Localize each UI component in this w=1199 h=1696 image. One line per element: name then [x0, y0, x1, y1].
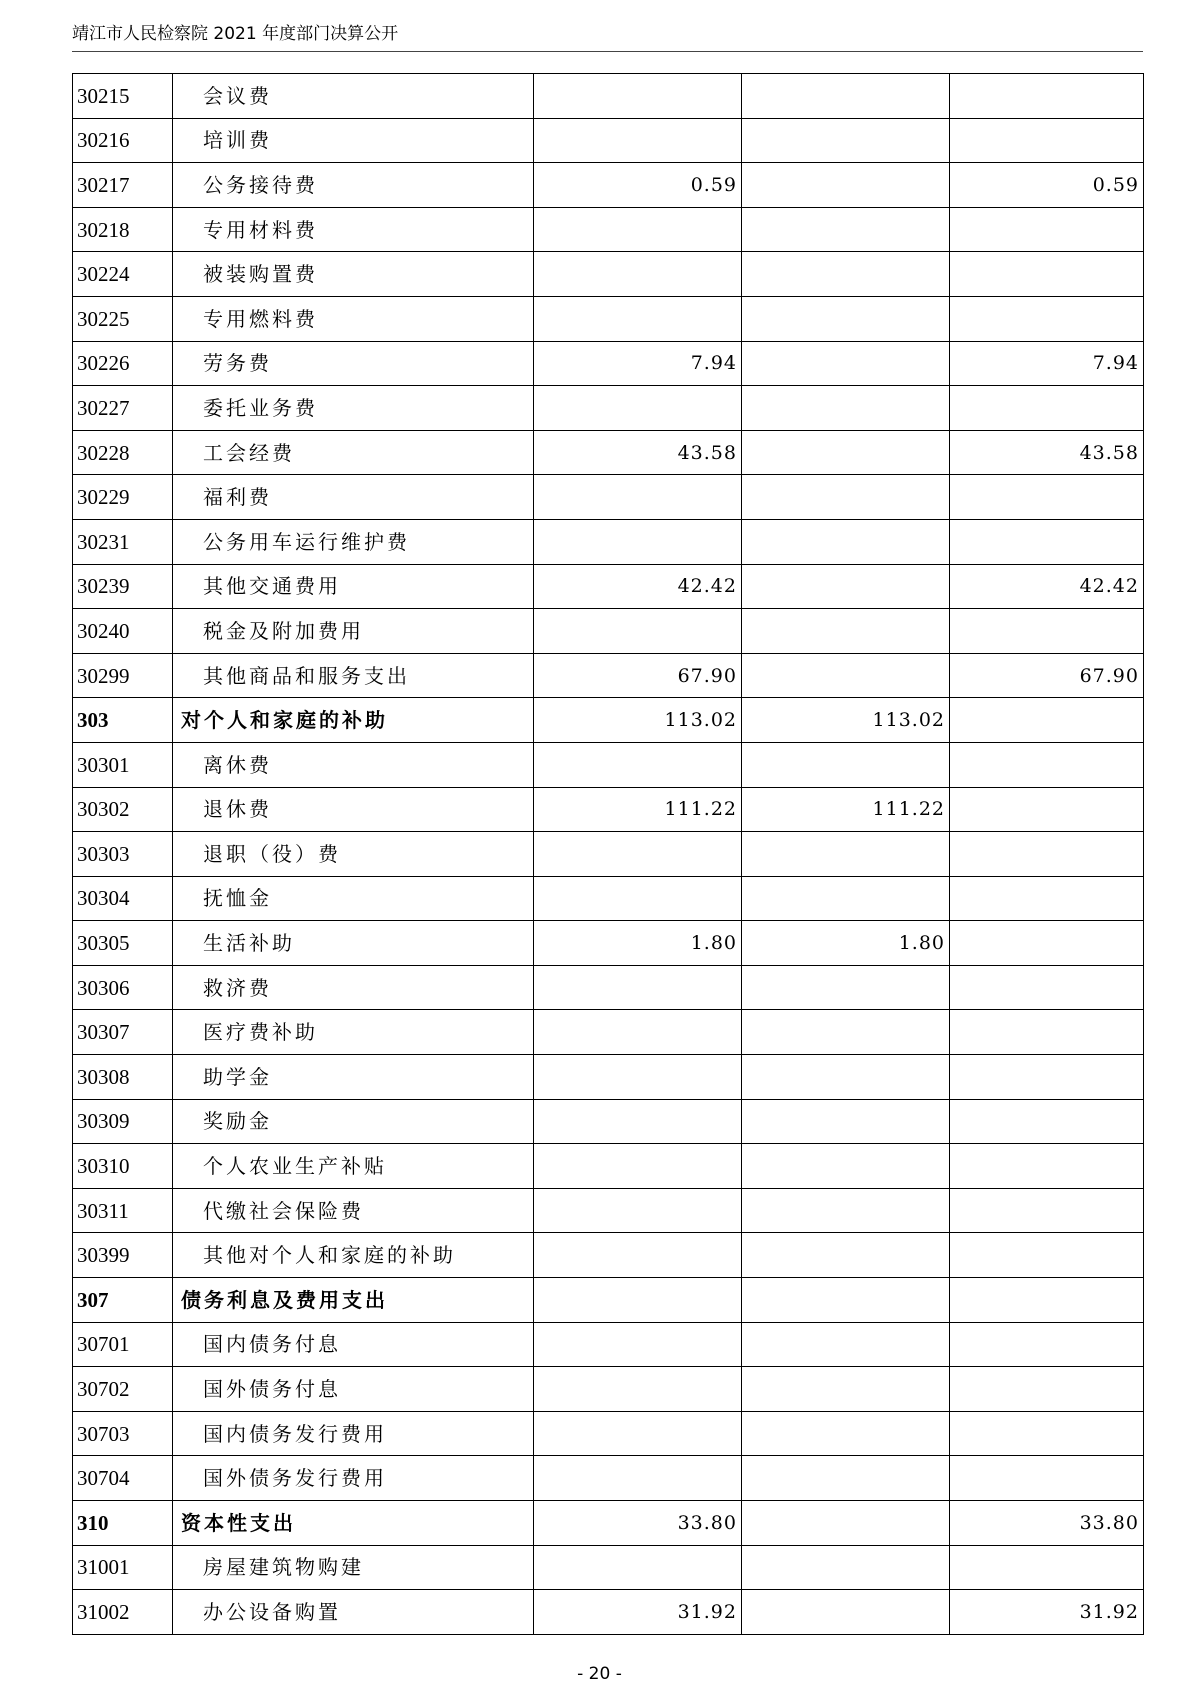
cell-value-1 — [534, 1367, 742, 1412]
table-row — [73, 1144, 1144, 1189]
header-divider — [72, 51, 1143, 52]
table-row — [73, 475, 1144, 520]
cell-value-3 — [950, 118, 1144, 163]
cell-value-3: 31.92 — [950, 1590, 1144, 1635]
cell-code: 30305 — [73, 921, 173, 966]
cell-name: 培训费 — [173, 118, 534, 163]
cell-value-1 — [534, 1144, 742, 1189]
cell-value-1: 31.92 — [534, 1590, 742, 1635]
cell-code: 31001 — [73, 1545, 173, 1590]
table-row — [73, 609, 1144, 654]
table-row — [73, 921, 1144, 966]
cell-code: 303 — [73, 698, 173, 743]
table-row — [73, 564, 1144, 609]
cell-value-1 — [534, 1055, 742, 1100]
cell-name: 专用材料费 — [173, 207, 534, 252]
cell-value-1 — [534, 386, 742, 431]
cell-value-2 — [742, 1055, 950, 1100]
cell-value-1 — [534, 1010, 742, 1055]
table-row — [73, 519, 1144, 564]
cell-code: 30218 — [73, 207, 173, 252]
table-row — [73, 742, 1144, 787]
cell-code: 30309 — [73, 1099, 173, 1144]
cell-code: 310 — [73, 1501, 173, 1546]
cell-code: 30228 — [73, 430, 173, 475]
table-row — [73, 252, 1144, 297]
cell-value-3 — [950, 296, 1144, 341]
cell-name: 退休费 — [173, 787, 534, 832]
cell-value-1 — [534, 296, 742, 341]
cell-value-3 — [950, 876, 1144, 921]
table-row — [73, 207, 1144, 252]
cell-value-1 — [534, 1411, 742, 1456]
cell-code: 30301 — [73, 742, 173, 787]
cell-value-2 — [742, 74, 950, 119]
table-row — [73, 1411, 1144, 1456]
cell-name: 其他商品和服务支出 — [173, 653, 534, 698]
cell-name: 工会经费 — [173, 430, 534, 475]
cell-value-2 — [742, 1545, 950, 1590]
cell-value-3 — [950, 1055, 1144, 1100]
cell-value-1: 43.58 — [534, 430, 742, 475]
cell-value-1 — [534, 475, 742, 520]
cell-value-2 — [742, 1144, 950, 1189]
cell-value-3 — [950, 252, 1144, 297]
cell-value-1 — [534, 207, 742, 252]
cell-code: 30299 — [73, 653, 173, 698]
cell-name: 专用燃料费 — [173, 296, 534, 341]
table-row — [73, 1055, 1144, 1100]
cell-value-2 — [742, 1322, 950, 1367]
cell-value-1 — [534, 1322, 742, 1367]
cell-value-3 — [950, 1367, 1144, 1412]
cell-code: 30215 — [73, 74, 173, 119]
cell-value-2: 113.02 — [742, 698, 950, 743]
table-row — [73, 341, 1144, 386]
cell-value-1 — [534, 252, 742, 297]
table-row — [73, 832, 1144, 877]
table-row — [73, 1010, 1144, 1055]
cell-code: 30304 — [73, 876, 173, 921]
cell-value-2 — [742, 118, 950, 163]
cell-value-3 — [950, 787, 1144, 832]
cell-value-2 — [742, 564, 950, 609]
cell-code: 30224 — [73, 252, 173, 297]
cell-code: 30704 — [73, 1456, 173, 1501]
cell-value-1 — [534, 1278, 742, 1323]
cell-value-3 — [950, 1456, 1144, 1501]
cell-code: 30399 — [73, 1233, 173, 1278]
cell-value-1 — [534, 876, 742, 921]
cell-value-3: 0.59 — [950, 163, 1144, 208]
cell-value-2 — [742, 1278, 950, 1323]
cell-value-3 — [950, 1411, 1144, 1456]
cell-value-2 — [742, 1501, 950, 1546]
table-row — [73, 1501, 1144, 1546]
cell-value-2 — [742, 207, 950, 252]
cell-code: 30302 — [73, 787, 173, 832]
cell-name: 对个人和家庭的补助 — [173, 698, 534, 743]
cell-name: 资本性支出 — [173, 1501, 534, 1546]
cell-value-2 — [742, 296, 950, 341]
cell-value-1 — [534, 1099, 742, 1144]
cell-value-2 — [742, 1233, 950, 1278]
cell-value-1 — [534, 1456, 742, 1501]
cell-code: 30217 — [73, 163, 173, 208]
cell-code: 30225 — [73, 296, 173, 341]
cell-value-3 — [950, 1322, 1144, 1367]
cell-value-1 — [534, 519, 742, 564]
cell-value-2 — [742, 341, 950, 386]
cell-value-3 — [950, 921, 1144, 966]
cell-value-1 — [534, 1233, 742, 1278]
table-row — [73, 698, 1144, 743]
cell-value-1: 111.22 — [534, 787, 742, 832]
cell-value-1: 67.90 — [534, 653, 742, 698]
cell-value-1 — [534, 742, 742, 787]
table-row — [73, 386, 1144, 431]
cell-value-2: 111.22 — [742, 787, 950, 832]
cell-value-3 — [950, 698, 1144, 743]
cell-name: 其他交通费用 — [173, 564, 534, 609]
cell-value-2 — [742, 742, 950, 787]
cell-name: 房屋建筑物购建 — [173, 1545, 534, 1590]
cell-value-3 — [950, 1233, 1144, 1278]
cell-code: 30229 — [73, 475, 173, 520]
cell-value-2 — [742, 653, 950, 698]
table-row — [73, 1456, 1144, 1501]
table-row — [73, 965, 1144, 1010]
cell-name: 公务用车运行维护费 — [173, 519, 534, 564]
cell-name: 税金及附加费用 — [173, 609, 534, 654]
cell-value-3 — [950, 609, 1144, 654]
cell-code: 30239 — [73, 564, 173, 609]
cell-value-3 — [950, 519, 1144, 564]
cell-value-3: 67.90 — [950, 653, 1144, 698]
expenditure-table — [72, 73, 1144, 1635]
cell-code: 30240 — [73, 609, 173, 654]
cell-name: 国内债务付息 — [173, 1322, 534, 1367]
cell-name: 被装购置费 — [173, 252, 534, 297]
cell-name: 救济费 — [173, 965, 534, 1010]
table-row — [73, 118, 1144, 163]
cell-value-2 — [742, 1010, 950, 1055]
table-row — [73, 1278, 1144, 1323]
cell-name: 会议费 — [173, 74, 534, 119]
cell-name: 医疗费补助 — [173, 1010, 534, 1055]
expenditure-table-body — [73, 74, 1144, 1635]
cell-value-2 — [742, 1456, 950, 1501]
table-row — [73, 430, 1144, 475]
cell-value-2 — [742, 1411, 950, 1456]
cell-value-1 — [534, 118, 742, 163]
cell-code: 30231 — [73, 519, 173, 564]
cell-value-1 — [534, 1188, 742, 1233]
cell-name: 劳务费 — [173, 341, 534, 386]
cell-value-2 — [742, 430, 950, 475]
cell-name: 债务利息及费用支出 — [173, 1278, 534, 1323]
cell-value-3: 42.42 — [950, 564, 1144, 609]
cell-value-2 — [742, 1188, 950, 1233]
cell-name: 其他对个人和家庭的补助 — [173, 1233, 534, 1278]
table-row — [73, 876, 1144, 921]
cell-value-3 — [950, 1278, 1144, 1323]
table-row — [73, 1590, 1144, 1635]
cell-value-3 — [950, 1099, 1144, 1144]
cell-code: 30701 — [73, 1322, 173, 1367]
cell-value-1 — [534, 74, 742, 119]
cell-code: 30308 — [73, 1055, 173, 1100]
cell-name: 福利费 — [173, 475, 534, 520]
cell-value-1 — [534, 1545, 742, 1590]
cell-value-3: 7.94 — [950, 341, 1144, 386]
cell-value-2 — [742, 1099, 950, 1144]
cell-code: 30227 — [73, 386, 173, 431]
cell-value-1: 113.02 — [534, 698, 742, 743]
cell-name: 退职（役）费 — [173, 832, 534, 877]
cell-value-2 — [742, 1590, 950, 1635]
cell-code: 30703 — [73, 1411, 173, 1456]
cell-value-1: 33.80 — [534, 1501, 742, 1546]
cell-value-2 — [742, 519, 950, 564]
cell-name: 抚恤金 — [173, 876, 534, 921]
cell-value-1 — [534, 609, 742, 654]
cell-value-3 — [950, 1188, 1144, 1233]
cell-value-1 — [534, 832, 742, 877]
table-row — [73, 1188, 1144, 1233]
table-row — [73, 653, 1144, 698]
cell-code: 307 — [73, 1278, 173, 1323]
cell-code: 30310 — [73, 1144, 173, 1189]
cell-value-2 — [742, 252, 950, 297]
document-header: 靖江市人民检察院 2021 年度部门决算公开 — [72, 24, 399, 44]
cell-name: 个人农业生产补贴 — [173, 1144, 534, 1189]
page-number: - 20 - — [577, 1664, 622, 1684]
cell-value-2 — [742, 965, 950, 1010]
cell-code: 30702 — [73, 1367, 173, 1412]
cell-value-3: 33.80 — [950, 1501, 1144, 1546]
cell-code: 30306 — [73, 965, 173, 1010]
cell-value-3 — [950, 1144, 1144, 1189]
cell-code: 30216 — [73, 118, 173, 163]
cell-code: 30311 — [73, 1188, 173, 1233]
cell-name: 助学金 — [173, 1055, 534, 1100]
cell-value-3 — [950, 832, 1144, 877]
cell-value-1: 42.42 — [534, 564, 742, 609]
cell-value-3 — [950, 1545, 1144, 1590]
cell-value-2 — [742, 386, 950, 431]
cell-code: 30307 — [73, 1010, 173, 1055]
cell-value-2 — [742, 475, 950, 520]
cell-value-3 — [950, 386, 1144, 431]
cell-value-2 — [742, 163, 950, 208]
cell-name: 奖励金 — [173, 1099, 534, 1144]
table-row — [73, 1367, 1144, 1412]
cell-value-3 — [950, 475, 1144, 520]
cell-name: 办公设备购置 — [173, 1590, 534, 1635]
cell-name: 国外债务付息 — [173, 1367, 534, 1412]
cell-value-1 — [534, 965, 742, 1010]
table-row — [73, 163, 1144, 208]
table-row — [73, 1322, 1144, 1367]
cell-value-1: 1.80 — [534, 921, 742, 966]
cell-value-3 — [950, 207, 1144, 252]
cell-value-3 — [950, 1010, 1144, 1055]
cell-name: 国外债务发行费用 — [173, 1456, 534, 1501]
cell-value-3 — [950, 742, 1144, 787]
table-row — [73, 1545, 1144, 1590]
cell-name: 国内债务发行费用 — [173, 1411, 534, 1456]
table-row — [73, 74, 1144, 119]
cell-value-2 — [742, 609, 950, 654]
cell-value-3: 43.58 — [950, 430, 1144, 475]
cell-name: 公务接待费 — [173, 163, 534, 208]
cell-name: 离休费 — [173, 742, 534, 787]
table-row — [73, 787, 1144, 832]
cell-value-3 — [950, 74, 1144, 119]
cell-code: 31002 — [73, 1590, 173, 1635]
cell-name: 委托业务费 — [173, 386, 534, 431]
cell-code: 30303 — [73, 832, 173, 877]
cell-value-1: 7.94 — [534, 341, 742, 386]
cell-value-2 — [742, 876, 950, 921]
cell-code: 30226 — [73, 341, 173, 386]
table-row — [73, 296, 1144, 341]
cell-name: 代缴社会保险费 — [173, 1188, 534, 1233]
table-row — [73, 1099, 1144, 1144]
cell-value-2 — [742, 832, 950, 877]
cell-name: 生活补助 — [173, 921, 534, 966]
cell-value-2: 1.80 — [742, 921, 950, 966]
cell-value-2 — [742, 1367, 950, 1412]
table-row — [73, 1233, 1144, 1278]
cell-value-1: 0.59 — [534, 163, 742, 208]
cell-value-3 — [950, 965, 1144, 1010]
